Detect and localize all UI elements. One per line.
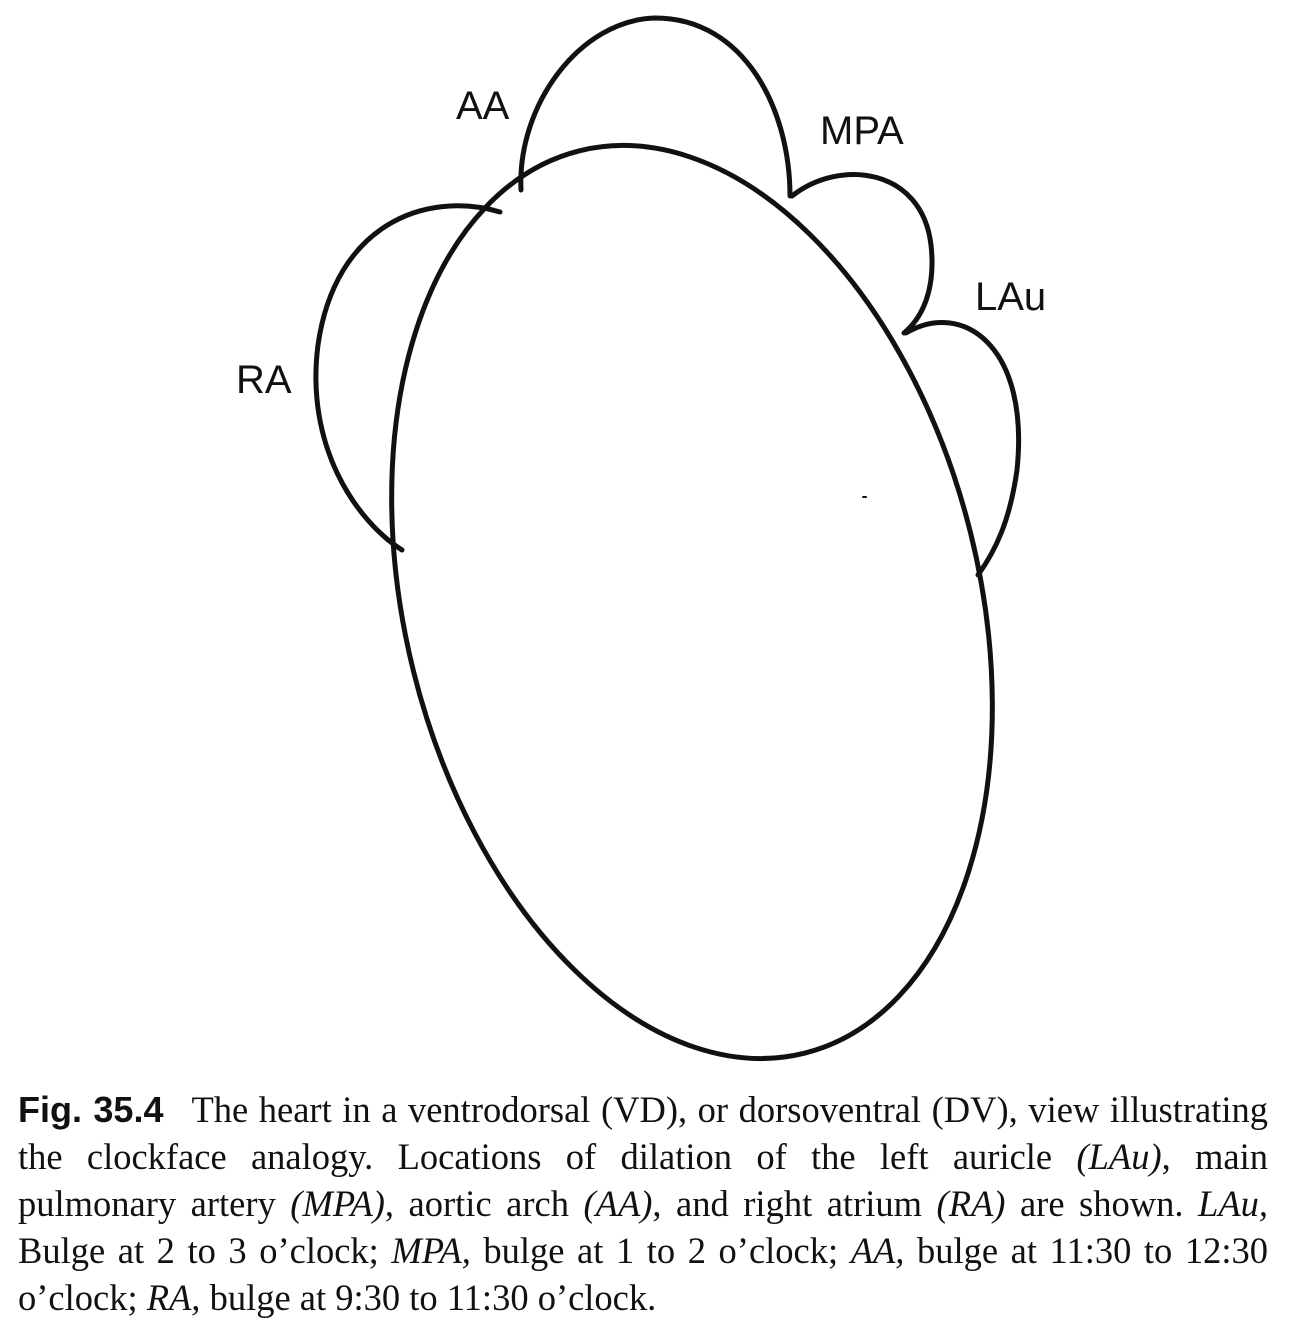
caption-term-aa: AA, [850, 1230, 905, 1271]
mpa-bulge [792, 174, 932, 333]
caption-text: , aortic arch [384, 1183, 584, 1224]
lau-label: LAu [975, 275, 1047, 319]
caption-term-ra: (RA) [936, 1183, 1006, 1224]
left-auricle-bulge [906, 323, 1019, 575]
heart-outline [301, 81, 1083, 1080]
aortic-arch-bulge [521, 18, 790, 196]
caption-text: The heart in a ventrodorsal (VD), or dorsoventral (DV), view illustrating the clockface analogy. Locations of dilation of the left auricle [18, 1089, 1268, 1177]
caption-text: bulge at 1 to 2 o’clock; [470, 1230, 851, 1271]
ra-label: RA [236, 358, 292, 402]
caption-text: bulge at 11:30 to 12:30 o’clock; [18, 1230, 1268, 1318]
caption-term-mpa: (MPA) [290, 1183, 385, 1224]
caption-term-lau: (LAu) [1076, 1136, 1162, 1177]
caption-text: bulge at 9:30 to 11:30 o’clock. [200, 1277, 657, 1318]
caption-text: Bulge at 2 to 3 o’clock; [18, 1230, 392, 1271]
figure-number: Fig. 35.4 [18, 1089, 164, 1130]
right-atrium-bulge [316, 206, 500, 550]
caption-term-aa: (AA) [583, 1183, 653, 1224]
caption-term-lau: LAu, [1198, 1183, 1268, 1224]
caption-text: , and right atrium [652, 1183, 937, 1224]
mpa-label: MPA [820, 109, 904, 153]
caption-text: , main pulmonary artery [18, 1136, 1268, 1224]
caption-term-ra: RA, [146, 1277, 201, 1318]
caption-text: are shown. [1005, 1183, 1199, 1224]
aa-label: AA [456, 84, 510, 128]
caption-term-mpa: MPA, [391, 1230, 471, 1271]
figure-caption [18, 1086, 1268, 1321]
